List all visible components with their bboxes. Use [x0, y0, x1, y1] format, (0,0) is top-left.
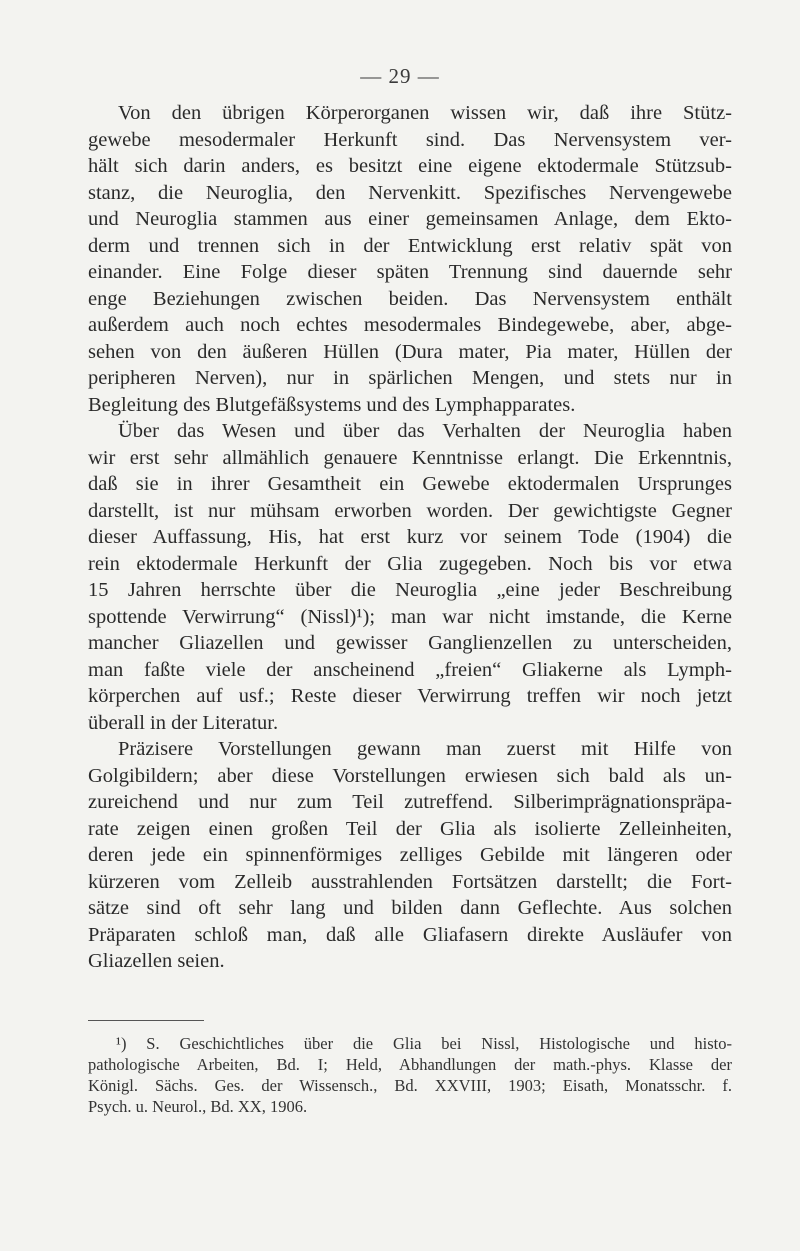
text-line: kürzeren vom Zelleib ausstrahlenden Fortsätzen darstellt; die Fort- — [88, 870, 732, 893]
text-line: gewebe mesodermaler Herkunft sind. Das Nervensystem ver- — [88, 128, 732, 151]
text-line: 15 Jahren herrschte über die Neuroglia „eine jeder Beschreibung — [88, 579, 732, 601]
text-line: wir erst sehr allmählich genauere Kenntnisse erlangt. Die Erkenntnis, — [88, 446, 732, 469]
text-line: Von den übrigen Körperorganen wissen wir, daß ihre Stütz- — [118, 102, 732, 124]
footnote-divider — [88, 1020, 204, 1021]
text-line: sätze sind oft sehr lang und bilden dann Geflechte. Aus solchen — [88, 897, 732, 919]
text-line: stanz, die Neuroglia, den Nervenkitt. Spezifisches Nervengewebe — [88, 181, 732, 204]
text-line: Golgibildern; aber diese Vorstellungen erwiesen sich bald als un- — [88, 764, 732, 787]
footnote — [88, 1033, 732, 1117]
body-text — [88, 100, 732, 975]
text-line: überall in der Literatur. — [88, 711, 279, 734]
text-line: enge Beziehungen zwischen beiden. Das Nervensystem enthält — [88, 287, 732, 310]
text-line: einander. Eine Folge dieser späten Trennung sind dauernde sehr — [88, 261, 732, 283]
text-line: Präparaten schloß man, daß alle Gliafasern direkte Ausläufer von — [88, 923, 732, 946]
text-line: hält sich darin anders, es besitzt eine eigene ektodermale Stützsub- — [88, 155, 732, 177]
text-line: dieser Auffassung, His, hat erst kurz vor seinem Tode (1904) die — [88, 526, 732, 548]
text-line: man faßte viele der anscheinend „freien“ Gliakerne als Lymph- — [88, 658, 732, 681]
footnote-line: Königl. Sächs. Ges. der Wissensch., Bd. XXVIII, 1903; Eisath, Monatsschr. f. — [88, 1076, 732, 1095]
text-line: Präzisere Vorstellungen gewann man zuerst mit Hilfe von — [118, 738, 732, 760]
text-line: rein ektodermale Herkunft der Glia zugegeben. Noch bis vor etwa — [88, 552, 732, 575]
text-line: daß sie in ihrer Gesamtheit ein Gewebe ektodermalen Ursprunges — [88, 473, 732, 495]
text-line: deren jede ein spinnenförmiges zelliges Gebilde mit längeren oder — [88, 844, 732, 866]
footnote-line: pathologische Arbeiten, Bd. I; Held, Abhandlungen der math.-phys. Klasse der — [88, 1055, 732, 1074]
text-line: spottende Verwirrung“ (Nissl)¹); man war nicht imstande, die Kerne — [88, 605, 732, 628]
text-line: und Neuroglia stammen aus einer gemeinsamen Anlage, dem Ekto- — [88, 208, 732, 230]
footnote-line: Psych. u. Neurol., Bd. XX, 1906. — [88, 1097, 308, 1116]
page-number: — 29 — — [360, 64, 440, 88]
text-line: körperchen auf usf.; Reste dieser Verwirrung treffen wir noch jetzt — [88, 685, 732, 707]
text-line: Gliazellen seien. — [88, 950, 225, 972]
text-line: sehen von den äußeren Hüllen (Dura mater, Pia mater, Hüllen der — [88, 340, 732, 363]
text-line: Begleitung des Blutgefäßsystems und des Lymphapparates. — [88, 393, 576, 416]
text-line: Über das Wesen und über das Verhalten der Neuroglia haben — [118, 420, 732, 442]
text-line: mancher Gliazellen und gewisser Ganglienzellen zu unterscheiden, — [88, 632, 732, 654]
footnote-line: ¹) S. Geschichtliches über die Glia bei Nissl, Histologische und histo- — [116, 1034, 732, 1053]
text-line: rate zeigen einen großen Teil der Glia als isolierte Zelleinheiten, — [88, 817, 732, 840]
text-line: außerdem auch noch echtes mesodermales Bindegewebe, aber, abge- — [88, 314, 732, 336]
text-line: zureichend und nur zum Teil zutreffend. Silberimprägnationspräpa- — [88, 791, 732, 813]
text-line: darstellt, ist nur mühsam erworben worden. Der gewichtigste Gegner — [88, 499, 732, 522]
text-line: peripheren Nerven), nur in spärlichen Mengen, und stets nur in — [88, 367, 732, 389]
text-line: derm und trennen sich in der Entwicklung erst relativ spät von — [88, 234, 732, 257]
